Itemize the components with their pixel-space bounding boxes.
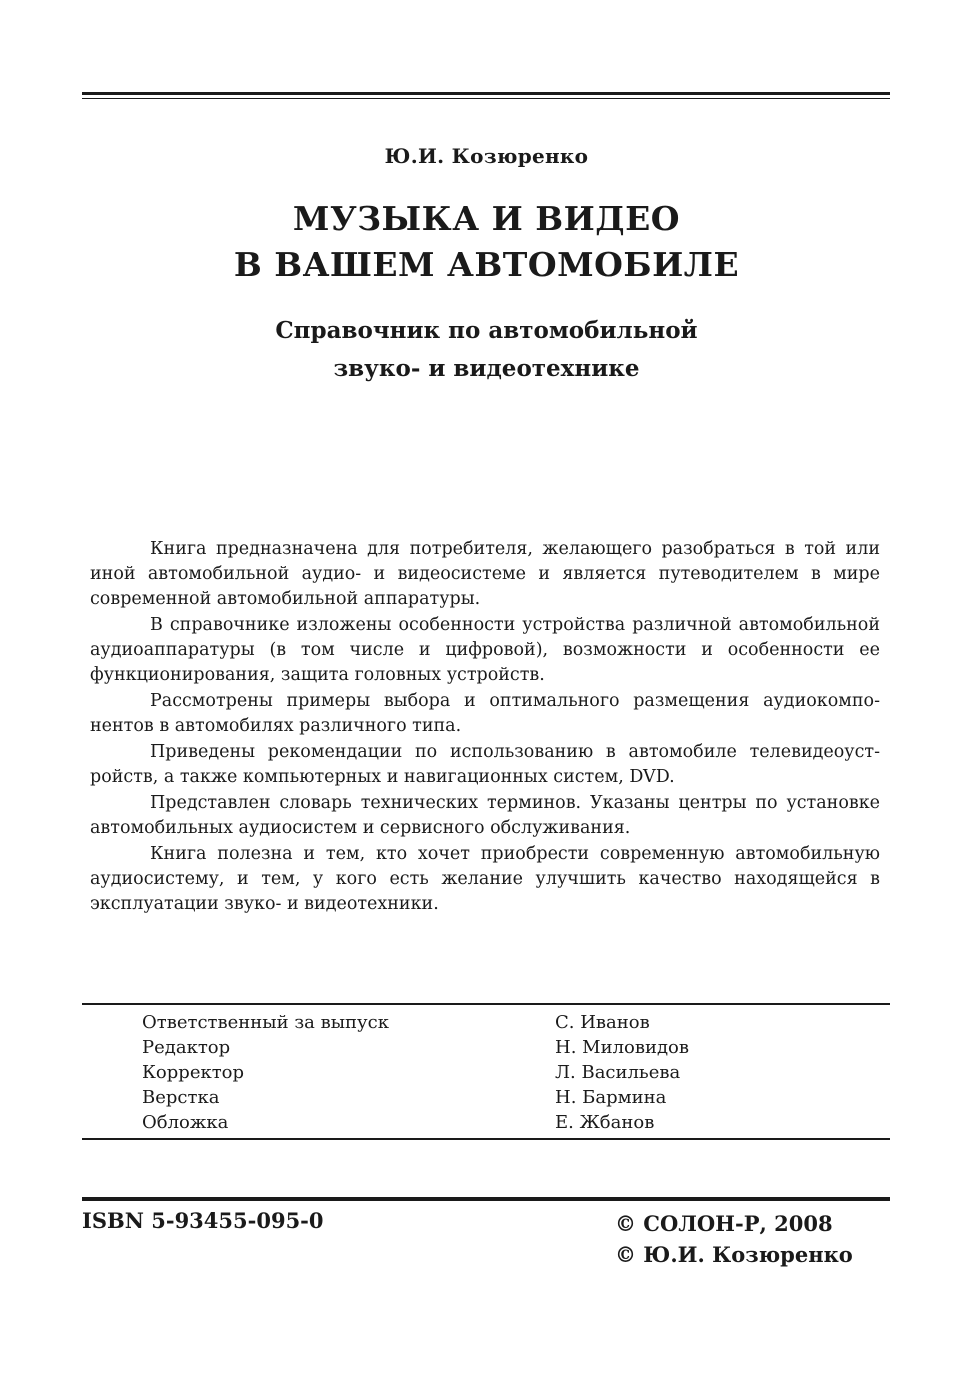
abstract-paragraph: Приведены рекомендации по использованию в автомобиле телевидеоустройств, а также компьютерных и навигационных систем, DVD.	[90, 742, 880, 787]
book-title-line-1: МУЗЫКА И ВИДЕО	[292, 199, 681, 238]
credits-list	[142, 1010, 842, 1135]
abstract-paragraph: В справочнике изложены особенности устройства различной автомобильной аудиоаппаратуры (в том числе и цифровой), возможности и особенности ее функционирования, защита головных устройств.	[90, 615, 880, 685]
abstract-paragraph: Рассмотрены примеры выбора и оптимального размещения аудиокомпонентов в автомобилях различного типа.	[90, 691, 880, 736]
copyright-publisher: © СОЛОН-Р, 2008	[615, 1211, 833, 1236]
credit-name: Е. Жбанов	[555, 1112, 655, 1133]
copyright-block	[615, 1208, 853, 1270]
credits-bottom-rule	[82, 1138, 890, 1140]
book-subtitle	[0, 312, 973, 388]
book-subtitle-line-1: Справочник по автомобильной	[275, 317, 698, 344]
credits-top-rule	[82, 1003, 890, 1005]
abstract-paragraph: Книга полезна и тем, кто хочет приобрести современную автомобильную аудиосистему, и тем, у кого есть желание улучшить качество находящейся в эксплуатации звуко- и видеотехники.	[90, 844, 880, 914]
credit-name: С. Иванов	[555, 1012, 650, 1033]
book-subtitle-line-2: звуко- и видеотехнике	[333, 355, 640, 382]
book-abstract	[90, 537, 880, 918]
credit-row	[142, 1060, 842, 1085]
abstract-paragraph: Книга предназначена для потребителя, желающего разобраться в той или иной автомобильной аудио- и видеосистеме и является путеводителем в мире современной автомобильной аппаратуры.	[90, 539, 880, 609]
author-name: Ю.И. Козюренко	[384, 144, 589, 168]
top-double-rule	[82, 92, 890, 99]
credit-row	[142, 1035, 842, 1060]
credit-name: Н. Миловидов	[555, 1037, 690, 1058]
isbn: ISBN 5-93455-095-0	[82, 1208, 324, 1233]
credit-row	[142, 1110, 842, 1135]
credit-row	[142, 1085, 842, 1110]
credit-name: Н. Бармина	[555, 1087, 667, 1108]
credit-role: Верстка	[142, 1087, 220, 1108]
abstract-paragraph: Представлен словарь технических терминов. Указаны центры по установке автомобильных аудиосистем и сервисного обслуживания.	[90, 793, 880, 838]
credit-role: Корректор	[142, 1062, 245, 1083]
credit-role: Ответственный за выпуск	[142, 1012, 389, 1033]
book-title-line-2: В ВАШЕМ АВТОМОБИЛЕ	[233, 245, 740, 284]
copyright-author: © Ю.И. Козюренко	[615, 1242, 853, 1267]
credit-role: Обложка	[142, 1112, 229, 1133]
credit-role: Редактор	[142, 1037, 231, 1058]
bottom-rule	[82, 1197, 890, 1201]
book-title	[0, 196, 973, 288]
credit-row	[142, 1010, 842, 1035]
credit-name: Л. Васильева	[555, 1062, 681, 1083]
